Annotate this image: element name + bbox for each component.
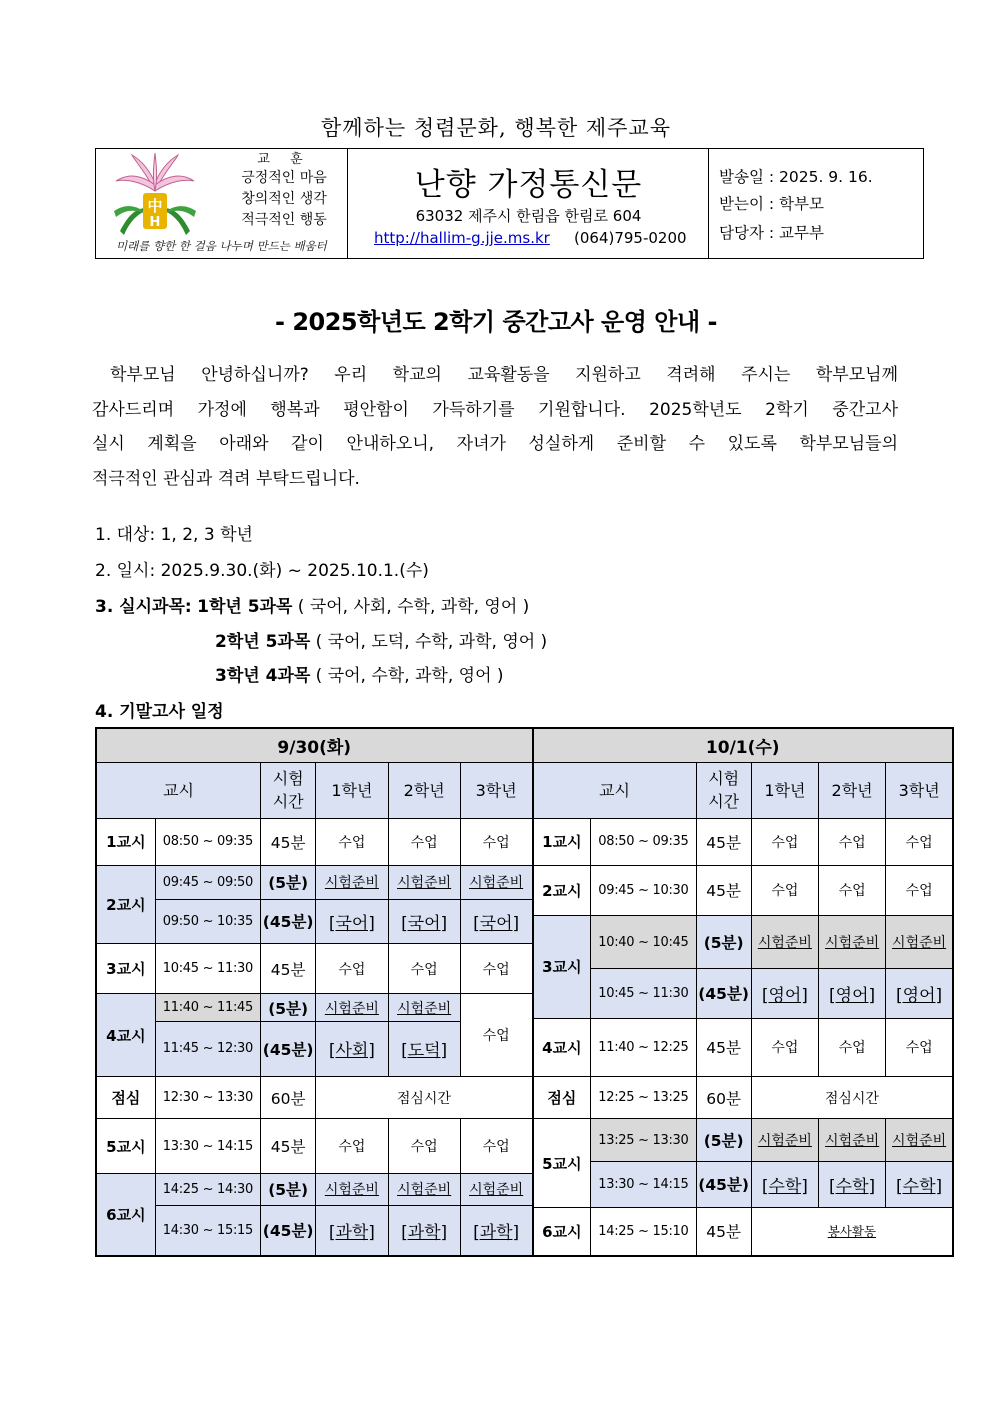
subjects-item	[95, 592, 529, 617]
exam-subject: [도덕]	[388, 1021, 460, 1076]
grade1-subjects: 1학년 5과목	[197, 597, 293, 617]
class-cell: 수업	[751, 1018, 818, 1076]
grade3-subjects: 3학년 4과목	[215, 666, 311, 686]
exam-subject: [과학]	[460, 1205, 532, 1256]
prep-cell: 시험준비	[818, 915, 885, 968]
issue-meta-box	[709, 149, 923, 258]
prep-cell: 시험준비	[460, 1173, 532, 1205]
col-grade2: 2학년	[388, 762, 460, 818]
lunch-label: 점심	[96, 1077, 155, 1119]
class-cell: 수업	[751, 819, 818, 865]
newsletter-header	[95, 148, 924, 259]
exam-subject: [과학]	[388, 1205, 460, 1256]
exam-schedule-table	[95, 727, 954, 1257]
period-1: 1교시	[96, 819, 155, 865]
lunch-time: 점심시간	[316, 1077, 533, 1119]
duration: (45분)	[261, 899, 316, 943]
time: 12:30 ~ 13:30	[155, 1077, 260, 1119]
prep-cell: 시험준비	[316, 1173, 388, 1205]
exam-subject: [사회]	[316, 1021, 388, 1076]
time: 14:30 ~ 15:15	[155, 1205, 260, 1256]
target-label: 1. 대상:	[95, 525, 156, 545]
grade2-list: ( 국어, 도덕, 수학, 과학, 영어 )	[315, 632, 548, 652]
time: 08:50 ~ 09:35	[155, 819, 260, 865]
col-period: 교시	[96, 762, 261, 818]
prep-cell: 시험준비	[886, 1119, 953, 1161]
grade1-list: ( 국어, 사회, 수학, 과학, 영어 )	[297, 597, 530, 617]
time: 13:25 ~ 13:30	[591, 1119, 696, 1161]
time: 10:45 ~ 11:30	[591, 969, 696, 1018]
prep-cell: 시험준비	[316, 994, 388, 1021]
motto-line: 적극적인 행동	[241, 212, 327, 228]
intro-line: 학부모님 안녕하십니까? 우리 학교의 교육활동을 지원하고 격려해 주시는 학부모님께	[110, 365, 898, 385]
logo-caption: 미래를 향한 한 걸음 나누며 만드는 배움터	[116, 239, 327, 253]
school-address: 63032 제주시 한림읍 한림로 604	[415, 207, 642, 225]
duration: (5분)	[696, 915, 751, 968]
class-cell: 수업	[460, 819, 532, 865]
school-motto	[224, 151, 344, 231]
duration: (5분)	[696, 1119, 751, 1161]
period-4: 4교시	[96, 994, 155, 1077]
duration: 45분	[696, 819, 751, 865]
time: 09:45 ~ 09:50	[155, 865, 260, 899]
slogan: 함께하는 청렴문화, 행복한 제주교육	[321, 116, 671, 140]
intro-line: 실시 계획을 아래와 같이 안내하오니, 자녀가 성실하게 준비할 수 있도록 학부모님들의	[92, 434, 898, 454]
newsletter-title-box	[348, 149, 709, 258]
school-logo-icon	[110, 151, 200, 239]
period-2: 2교시	[96, 865, 155, 944]
col-grade1: 1학년	[316, 762, 388, 818]
prep-cell: 시험준비	[388, 1173, 460, 1205]
col-duration: 시험 시간	[261, 762, 316, 818]
duration: (45분)	[261, 1021, 316, 1076]
col-grade3: 3학년	[886, 762, 953, 818]
class-cell: 수업	[388, 944, 460, 994]
class-cell: 수업	[316, 819, 388, 865]
duration: (5분)	[261, 994, 316, 1021]
period-1: 1교시	[533, 819, 591, 865]
grade3-list: ( 국어, 수학, 과학, 영어 )	[315, 666, 504, 686]
time: 14:25 ~ 15:10	[591, 1207, 696, 1256]
date-item	[95, 556, 429, 581]
class-cell: 수업	[460, 944, 532, 994]
duration: 45분	[261, 944, 316, 994]
class-cell: 수업	[886, 1018, 953, 1076]
document-title: - 2025학년도 2학기 중간고사 운영 안내 -	[275, 308, 717, 336]
time: 11:45 ~ 12:30	[155, 1021, 260, 1076]
school-url-link[interactable]: http://hallim-g.jje.ms.kr	[374, 229, 550, 247]
duration: (45분)	[696, 1161, 751, 1207]
school-phone: (064)795-0200	[574, 229, 687, 247]
class-cell: 수업	[316, 944, 388, 994]
duration: (5분)	[261, 1173, 316, 1205]
exam-subject: [국어]	[460, 899, 532, 943]
class-cell: 수업	[886, 865, 953, 915]
class-cell: 수업	[818, 1018, 885, 1076]
motto-line: 창의적인 생각	[241, 191, 327, 207]
period-2: 2교시	[533, 865, 591, 915]
intro-paragraph	[92, 358, 898, 496]
duration: 60분	[696, 1077, 751, 1119]
exam-subject: [국어]	[316, 899, 388, 943]
exam-subject: [수학]	[751, 1161, 818, 1207]
period-3: 3교시	[533, 915, 591, 1018]
schedule-label: 4. 기말고사 일정	[95, 702, 224, 722]
prep-cell: 시험준비	[751, 1119, 818, 1161]
duration: 60분	[261, 1077, 316, 1119]
grade2-subjects: 2학년 5과목	[215, 632, 311, 652]
time: 09:50 ~ 10:35	[155, 899, 260, 943]
class-cell: 수업	[316, 1119, 388, 1173]
time: 11:40 ~ 11:45	[155, 994, 260, 1021]
subjects-label: 3. 실시과목:	[95, 597, 192, 617]
duration: 45분	[696, 1018, 751, 1076]
period-6: 6교시	[533, 1207, 591, 1256]
time: 13:30 ~ 14:15	[155, 1119, 260, 1173]
lunch-label: 점심	[533, 1077, 591, 1119]
volunteer-activity: 봉사활동	[751, 1207, 953, 1256]
period-5: 5교시	[96, 1119, 155, 1173]
col-grade1: 1학년	[751, 762, 818, 818]
period-5: 5교시	[533, 1119, 591, 1208]
prep-cell: 시험준비	[388, 994, 460, 1021]
class-cell: 수업	[886, 819, 953, 865]
duration: 45분	[261, 1119, 316, 1173]
time: 12:25 ~ 13:25	[591, 1077, 696, 1119]
class-cell: 수업	[460, 1119, 532, 1173]
time: 14:25 ~ 14:30	[155, 1173, 260, 1205]
prep-cell: 시험준비	[886, 915, 953, 968]
svg-text:H: H	[149, 215, 161, 230]
duration: 45분	[696, 1207, 751, 1256]
prep-cell: 시험준비	[751, 915, 818, 968]
duration: (45분)	[696, 969, 751, 1018]
svg-text:中: 中	[147, 197, 163, 215]
time: 11:40 ~ 12:25	[591, 1018, 696, 1076]
duration: (45분)	[261, 1205, 316, 1256]
class-cell: 수업	[388, 1119, 460, 1173]
exam-subject: [수학]	[886, 1161, 953, 1207]
period-4: 4교시	[533, 1018, 591, 1076]
prep-cell: 시험준비	[818, 1119, 885, 1161]
time: 08:50 ~ 09:35	[591, 819, 696, 865]
prep-cell: 시험준비	[388, 865, 460, 899]
date-label: 2. 일시:	[95, 561, 156, 581]
class-cell: 수업	[818, 865, 885, 915]
newsletter-title: 난향 가정통신문	[414, 167, 643, 203]
col-grade2: 2학년	[818, 762, 885, 818]
col-grade3: 3학년	[460, 762, 532, 818]
department: 담당자 : 교무부	[719, 224, 824, 242]
lunch-time: 점심시간	[751, 1077, 953, 1119]
intro-line: 감사드리며 가정에 행복과 평안함이 가득하기를 기원합니다. 2025학년도 2학기 중간고사	[92, 399, 898, 420]
exam-subject: [과학]	[316, 1205, 388, 1256]
prep-cell: 시험준비	[460, 865, 532, 899]
day2-header: 10/1(수)	[533, 728, 954, 762]
prep-cell: 시험준비	[316, 865, 388, 899]
date-value: 2025.9.30.(화) ~ 2025.10.1.(수)	[160, 561, 429, 581]
class-cell: 수업	[388, 819, 460, 865]
school-logo-box	[96, 149, 348, 258]
exam-subject: [영어]	[886, 969, 953, 1018]
recipient: 받는이 : 학부모	[719, 195, 824, 213]
time: 13:30 ~ 14:15	[591, 1161, 696, 1207]
exam-subject: [영어]	[818, 969, 885, 1018]
motto-title: 교 훈	[257, 152, 311, 167]
col-period: 교시	[533, 762, 697, 818]
period-6: 6교시	[96, 1173, 155, 1256]
period-3: 3교시	[96, 944, 155, 994]
grade2-item	[215, 627, 547, 652]
schedule-heading	[95, 697, 224, 722]
col-duration: 시험 시간	[696, 762, 751, 818]
time: 10:40 ~ 10:45	[591, 915, 696, 968]
duration: 45분	[696, 865, 751, 915]
class-cell: 수업	[751, 865, 818, 915]
class-cell: 수업	[818, 819, 885, 865]
exam-subject: [국어]	[388, 899, 460, 943]
sent-date: 발송일 : 2025. 9. 16.	[719, 168, 873, 186]
exam-subject: [수학]	[818, 1161, 885, 1207]
target-value: 1, 2, 3 학년	[160, 525, 253, 545]
motto-line: 긍정적인 마음	[241, 170, 327, 186]
exam-subject: [영어]	[751, 969, 818, 1018]
intro-line: 적극적인 관심과 격려 부탁드립니다.	[92, 468, 360, 489]
time: 10:45 ~ 11:30	[155, 944, 260, 994]
day1-header: 9/30(화)	[96, 728, 533, 762]
grade3-item	[215, 661, 504, 686]
duration: 45분	[261, 819, 316, 865]
class-cell: 수업	[460, 994, 532, 1077]
target-item	[95, 520, 253, 545]
duration: (5분)	[261, 865, 316, 899]
time: 09:45 ~ 10:30	[591, 865, 696, 915]
